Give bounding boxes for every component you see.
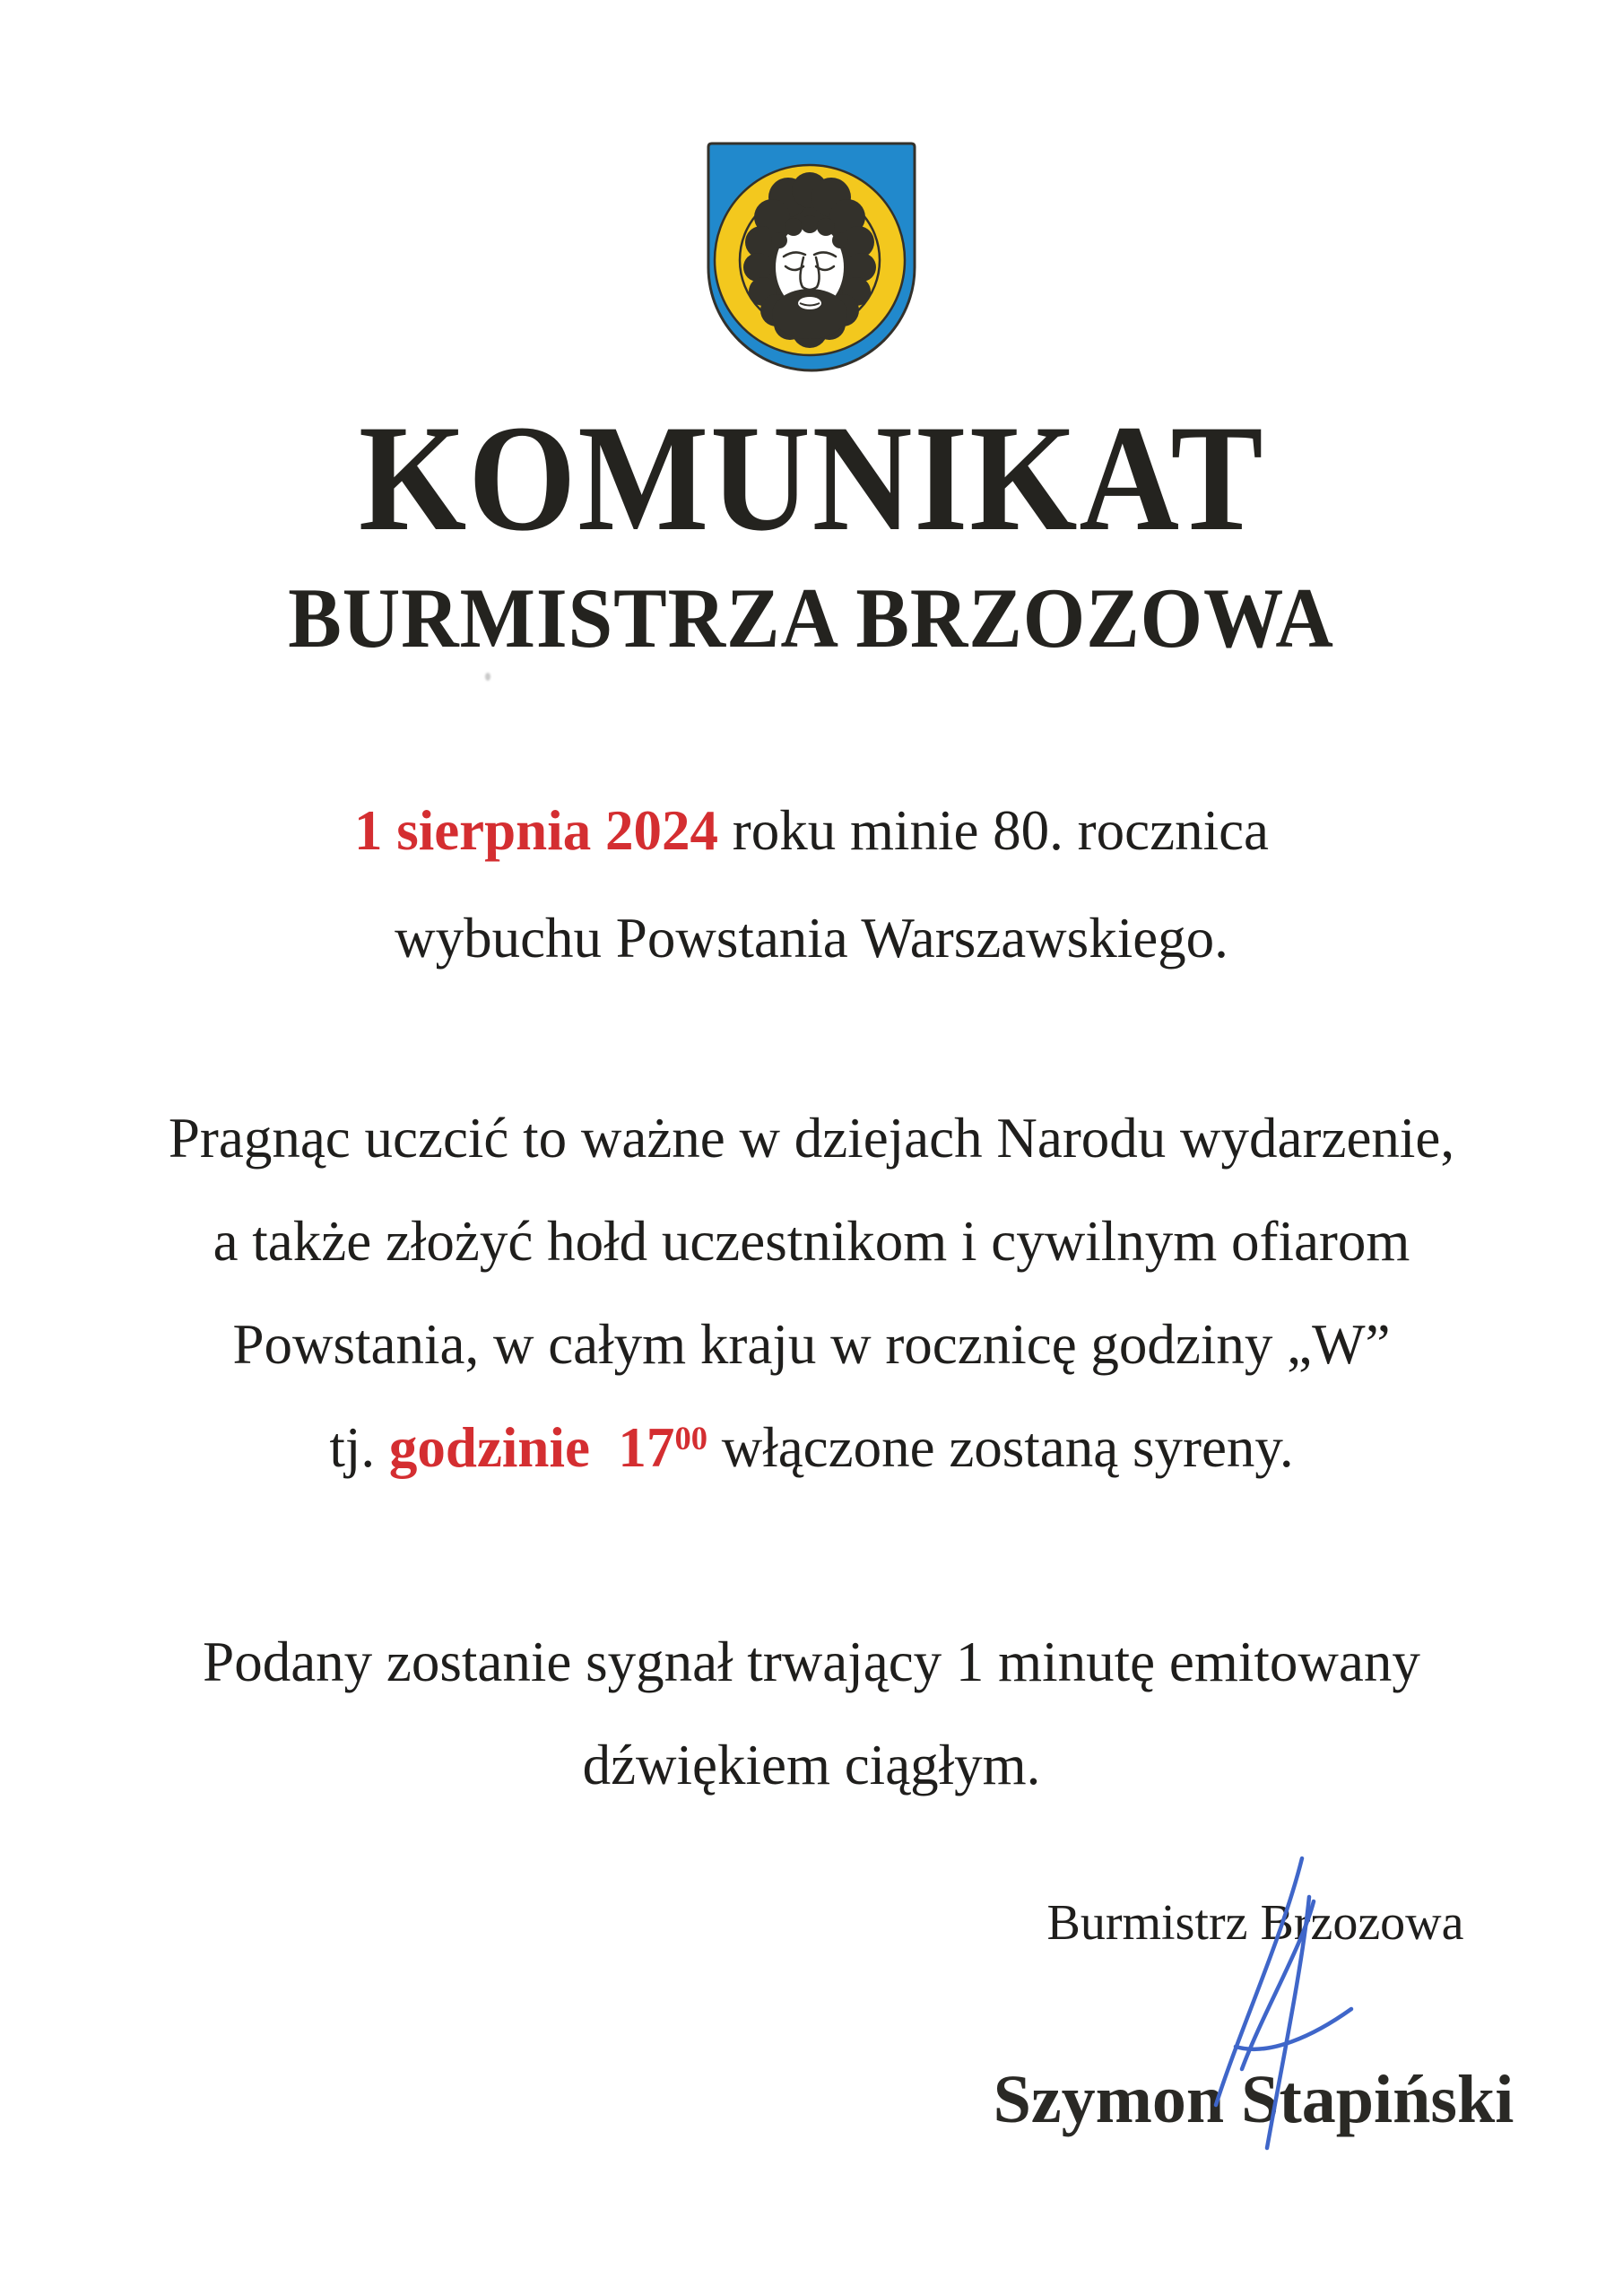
intro-paragraph bbox=[0, 777, 1623, 992]
signal-paragraph bbox=[0, 1611, 1623, 1817]
date-highlight: 1 sierpnia 2024 bbox=[353, 799, 718, 862]
main-line-4-pre: tj. bbox=[329, 1416, 389, 1479]
page-subtitle bbox=[0, 570, 1623, 665]
signature-role: Burmistrz Brzozowa bbox=[1046, 1895, 1464, 1951]
signature-name: Szymon Stapiński bbox=[993, 2062, 1515, 2137]
main-line-3: Powstania, w całym kraju w rocznicę godziny „W” bbox=[232, 1313, 1391, 1376]
signal-line-1: Podany zostanie sygnał trwający 1 minutę emitowany bbox=[203, 1631, 1420, 1693]
time-highlight: godzinie 17 bbox=[388, 1416, 675, 1479]
time-superscript: 00 bbox=[674, 1420, 707, 1457]
page-subtitle-text: BURMISTRZA BRZOZOWA bbox=[288, 570, 1335, 665]
main-paragraph bbox=[0, 1087, 1623, 1507]
main-line-2: a także złożyć hołd uczestnikom i cywilnym ofiarom bbox=[213, 1210, 1410, 1273]
brzozow-coat-of-arms-icon bbox=[699, 135, 924, 378]
intro-line-1-rest: roku minie 80. rocznica bbox=[717, 799, 1270, 862]
coat-of-arms-container bbox=[0, 135, 1623, 383]
page-title-text: KOMUNIKAT bbox=[358, 394, 1265, 562]
main-line-4 bbox=[0, 1396, 1623, 1507]
page-title bbox=[0, 394, 1623, 562]
signal-line-2: dźwiękiem ciągłym. bbox=[582, 1734, 1041, 1796]
main-line-4-post: włączone zostaną syreny. bbox=[707, 1416, 1294, 1479]
intro-line-1 bbox=[0, 777, 1623, 884]
intro-line-2: wybuchu Powstania Warszawskiego. bbox=[395, 907, 1228, 970]
scan-speck bbox=[485, 673, 490, 681]
handwritten-signature-ink bbox=[1193, 1843, 1372, 2157]
main-line-1: Pragnąc uczcić to ważne w dziejach Narodu wydarzenie, bbox=[168, 1107, 1455, 1170]
